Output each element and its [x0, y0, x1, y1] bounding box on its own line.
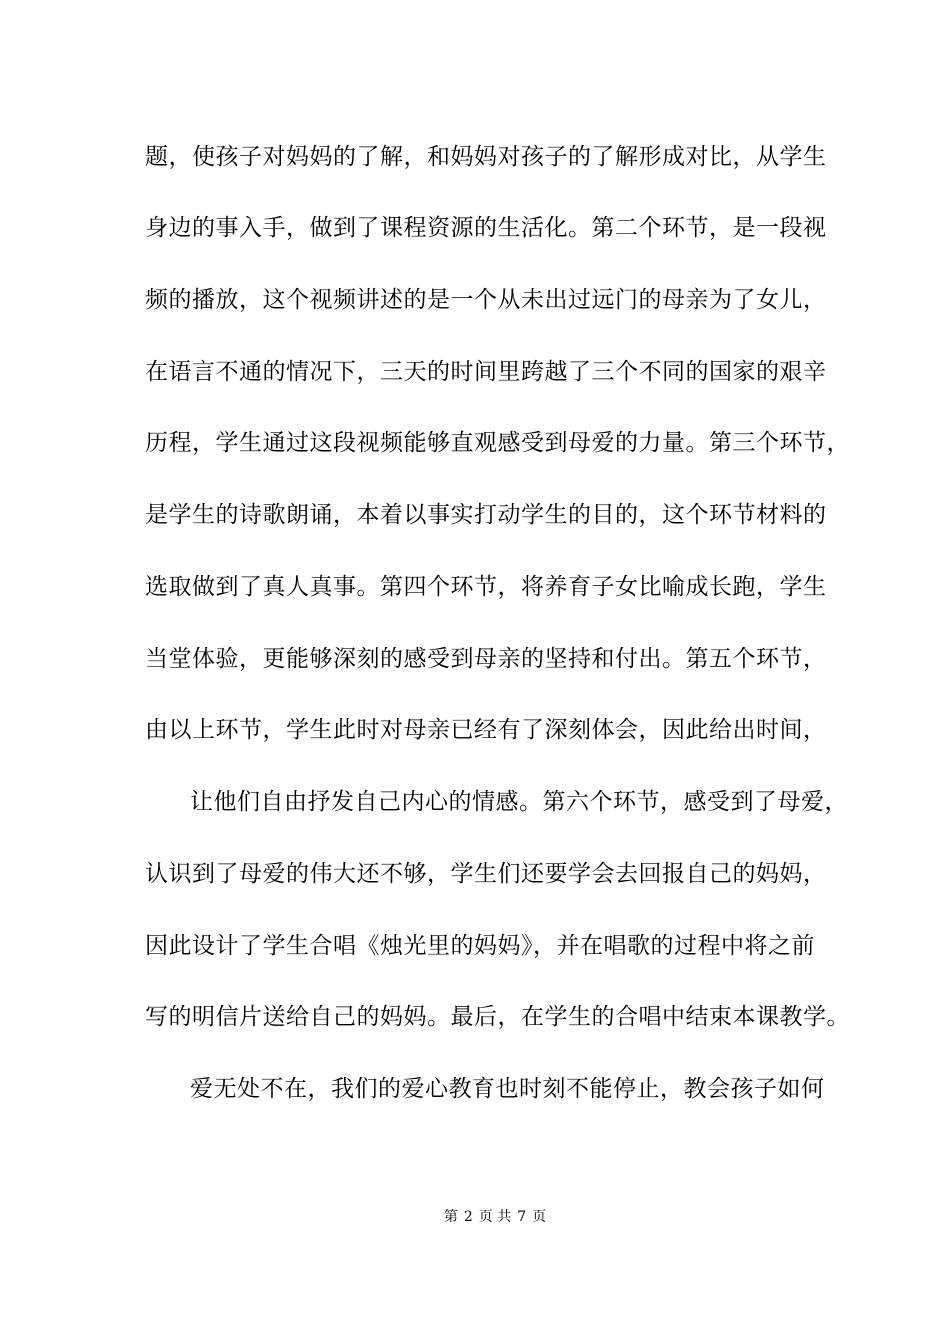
- footer-middle: 页 共: [478, 1209, 512, 1225]
- text-line: 认识到了母爱的伟大还不够，学生们还要学会去回报自己的妈妈，: [145, 861, 827, 887]
- text-line: 频的播放，这个视频讲述的是一个从未出过远门的母亲为了女儿，: [145, 287, 827, 313]
- page-footer: [0, 1207, 950, 1227]
- text-line: 因此设计了学生合唱《烛光里的妈妈》，并在唱歌的过程中将之前: [145, 933, 815, 959]
- paragraph-first-line: 让他们自由抒发自己内心的情感。第六个环节，感受到了母爱，: [190, 789, 848, 815]
- footer-total-pages: 7: [517, 1209, 527, 1225]
- text-line: 由以上环节，学生此时对母亲已经有了深刻体会，因此给出时间，: [145, 717, 827, 743]
- text-line: 身边的事入手，做到了课程资源的生活化。第二个环节，是一段视: [145, 215, 827, 241]
- text-line: 写的明信片送给自己的妈妈。最后，在学生的合唱中结束本课教学。: [145, 1004, 850, 1030]
- footer-current-page: 2: [463, 1209, 473, 1225]
- text-line: 在语言不通的情况下，三天的时间里跨越了三个不同的国家的艰辛: [145, 359, 827, 385]
- footer-suffix: 页: [532, 1209, 547, 1225]
- footer-prefix: 第: [443, 1209, 458, 1225]
- text-line: 历程，学生通过这段视频能够直观感受到母爱的力量。第三个环节，: [145, 430, 850, 456]
- text-line: 题，使孩子对妈妈的了解，和妈妈对孩子的了解形成对比，从学生: [145, 144, 827, 170]
- text-line: 是学生的诗歌朗诵，本着以事实打动学生的目的，这个环节材料的: [145, 502, 827, 528]
- text-line: 当堂体验，更能够深刻的感受到母亲的坚持和付出。第五个环节，: [145, 646, 827, 672]
- paragraph-first-line: 爱无处不在，我们的爱心教育也时刻不能停止，教会孩子如何: [190, 1076, 825, 1102]
- text-line: 选取做到了真人真事。第四个环节，将养育子女比喻成长跑，学生: [145, 574, 827, 600]
